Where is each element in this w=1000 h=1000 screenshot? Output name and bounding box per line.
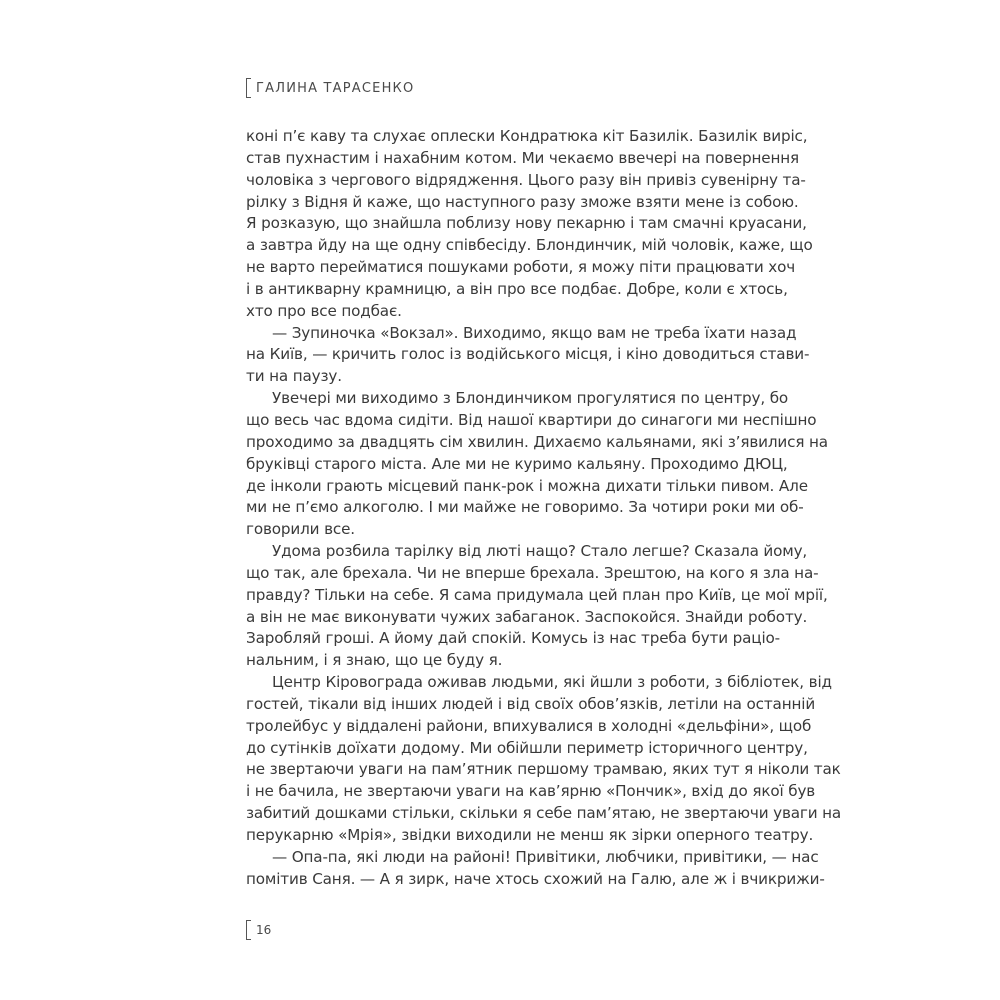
text-line: тролейбус у віддалені райони, впихувалися в холодні «дельфіни», щоб	[246, 716, 812, 735]
text-line: рілку з Відня й каже, що наступного разу зможе взяти мене із собою.	[246, 192, 799, 211]
text-line: і не бачила, не звертаючи уваги на кав’ярню «Пончик», вхід до якої був	[246, 782, 816, 801]
text-line: став пухнастим і нахабним котом. Ми чекаємо ввечері на повернення	[246, 148, 800, 167]
text-line: що так, але брехала. Чи не вперше брехала. Зрештою, на кого я зла на-	[246, 563, 819, 582]
text-line: Я розказую, що знайшла поблизу нову пекарню і там смачні круасани,	[246, 214, 807, 233]
author-name: ГАЛИНА ТАРАСЕНКО	[256, 80, 415, 96]
text-line: перукарню «Мрія», звідки виходили не менш як зірки оперного театру.	[246, 826, 814, 844]
text-line: Увечері ми виходимо з Блондинчиком прогулятися по центру, бо	[272, 389, 789, 408]
text-line: що весь час вдома сидіти. Від нашої квартири до синагоги ми неспішно	[246, 410, 817, 429]
text-line: гостей, тікали від інших людей і від своїх обов’язків, летіли на останній	[246, 694, 816, 713]
text-line: бруківці старого міста. Але ми не куримо кальяну. Проходимо ДЮЦ,	[246, 454, 788, 473]
text-line: забитий дошками стільки, скільки я себе пам’ятаю, не звертаючи уваги на	[246, 804, 842, 823]
page-number-block	[246, 920, 271, 940]
text-line: — Зупиночка «Вокзал». Виходимо, якщо вам не треба їхати назад	[272, 323, 797, 342]
text-line: чоловіка з чергового відрядження. Цього разу він привіз сувенірну та-	[246, 170, 806, 189]
body-text	[246, 126, 842, 891]
running-head	[246, 78, 414, 98]
text-line: ми не п’ємо алкоголю. І ми майже не говоримо. За чотири роки ми об-	[246, 498, 804, 517]
bracket-ornament	[246, 78, 251, 98]
text-line: не варто перейматися пошуками роботи, я можу піти працювати хоч	[246, 258, 796, 277]
text-line: де інколи грають місцевий панк-рок і можна дихати тільки пивом. Але	[246, 476, 808, 495]
text-line: Заробляй гроші. А йому дай спокій. Комусь із нас треба бути раціо-	[246, 629, 781, 648]
text-line: до сутінків доїхати додому. Ми обійшли периметр історичного центру,	[246, 738, 808, 757]
text-line: Удома розбила тарілку від люті нащо? Стало легше? Сказала йому,	[272, 542, 808, 561]
text-line: коні п’є каву та слухає оплески Кондратюка кіт Базилік. Базилік виріс,	[246, 127, 808, 145]
text-line: правду? Тільки на себе. Я сама придумала цей план про Київ, це мої мрії,	[246, 585, 828, 604]
text-line: і в антикварну крамницю, а він про все подбає. Добре, коли є хтось,	[246, 279, 788, 298]
page-number: 16	[256, 923, 272, 937]
text-line: помітив Саня. — А я зирк, наче хтось схожий на Галю, але ж і вчикрижи-	[246, 869, 825, 888]
bracket-ornament	[246, 920, 251, 940]
text-line: — Опа-па, які люди на районі! Привітики, любчики, привітики, — нас	[272, 847, 819, 866]
text-line: ти на паузу.	[246, 367, 342, 386]
text-line: на Київ, — кричить голос із водійського місця, і кіно доводиться стави-	[246, 345, 810, 364]
text-line: хто про все подбає.	[246, 301, 402, 320]
text-line: а завтра йду на ще одну співбесіду. Блондинчик, мій чоловік, каже, що	[246, 236, 813, 255]
text-line: Центр Кіровограда оживав людьми, які йшли з роботи, з бібліотек, від	[272, 673, 832, 692]
text-line: проходимо за двадцять сім хвилин. Дихаємо кальянами, які з’явилися на	[246, 432, 828, 451]
text-line: не звертаючи уваги на пам’ятник першому трамваю, яких тут я ніколи так	[246, 760, 841, 779]
text-line: а він не має виконувати чужих забаганок. Заспокойся. Знайди роботу.	[246, 607, 808, 626]
text-line: говорили все.	[246, 520, 355, 539]
text-line: нальним, і я знаю, що це буду я.	[246, 651, 503, 670]
